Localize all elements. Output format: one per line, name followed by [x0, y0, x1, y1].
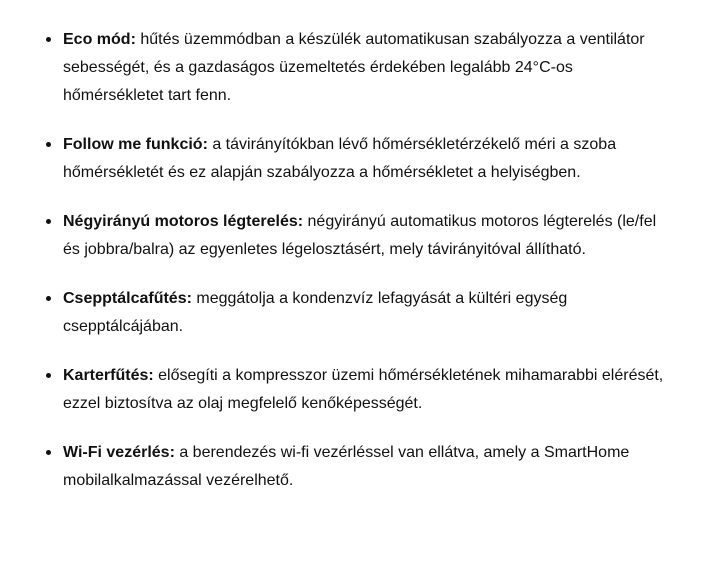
bullet-icon	[46, 219, 51, 224]
feature-text: meggátolja a kondenzvíz lefagyását a kültéri egység csepptálcájában.	[63, 290, 568, 335]
feature-label: Karterfűtés:	[63, 367, 154, 384]
feature-label: Eco mód:	[63, 31, 136, 48]
feature-label: Négyirányú motoros légterelés:	[63, 213, 304, 230]
feature-text: négyirányú automatikus motoros légterelés (le/fel és jobbra/balra) az egyenletes légelosztásért, mely távirányitóval állítható.	[63, 213, 657, 258]
feature-label: Wi-Fi vezérlés:	[63, 444, 175, 461]
feature-item-crankcase-heating	[63, 362, 671, 418]
feature-label: Follow me funkció:	[63, 136, 208, 153]
feature-text: a berendezés wi-fi vezérléssel van ellátva, amely a SmartHome mobilalkalmazással vezérelhető.	[63, 444, 630, 489]
bullet-icon	[46, 373, 51, 378]
feature-list	[63, 26, 671, 495]
feature-text: hűtés üzemmódban a készülék automatikusan szabályozza a ventilátor sebességét, és a gazdaságos üzemeltetés érdekében legalább 24°C-os hőmérsékletet tart fenn.	[63, 31, 645, 104]
feature-item-four-way-louver	[63, 208, 671, 264]
feature-label: Csepptálcafűtés:	[63, 290, 192, 307]
feature-text: a távirányítókban lévő hőmérsékletérzékelő méri a szoba hőmérsékletét és ez alapján szabályozza a hőmérsékletet a helyiségben.	[63, 136, 617, 181]
bullet-icon	[46, 450, 51, 455]
bullet-icon	[46, 37, 51, 42]
feature-item-wifi-control	[63, 439, 671, 495]
feature-item-drip-tray-heating	[63, 285, 671, 341]
feature-item-follow-me	[63, 131, 671, 187]
bullet-icon	[46, 296, 51, 301]
feature-item-eco-mode	[63, 26, 671, 110]
bullet-icon	[46, 142, 51, 147]
feature-text: elősegíti a kompresszor üzemi hőmérsékletének mihamarabbi elérését, ezzel biztosítva az olaj megfelelő kenőképességét.	[63, 367, 664, 412]
